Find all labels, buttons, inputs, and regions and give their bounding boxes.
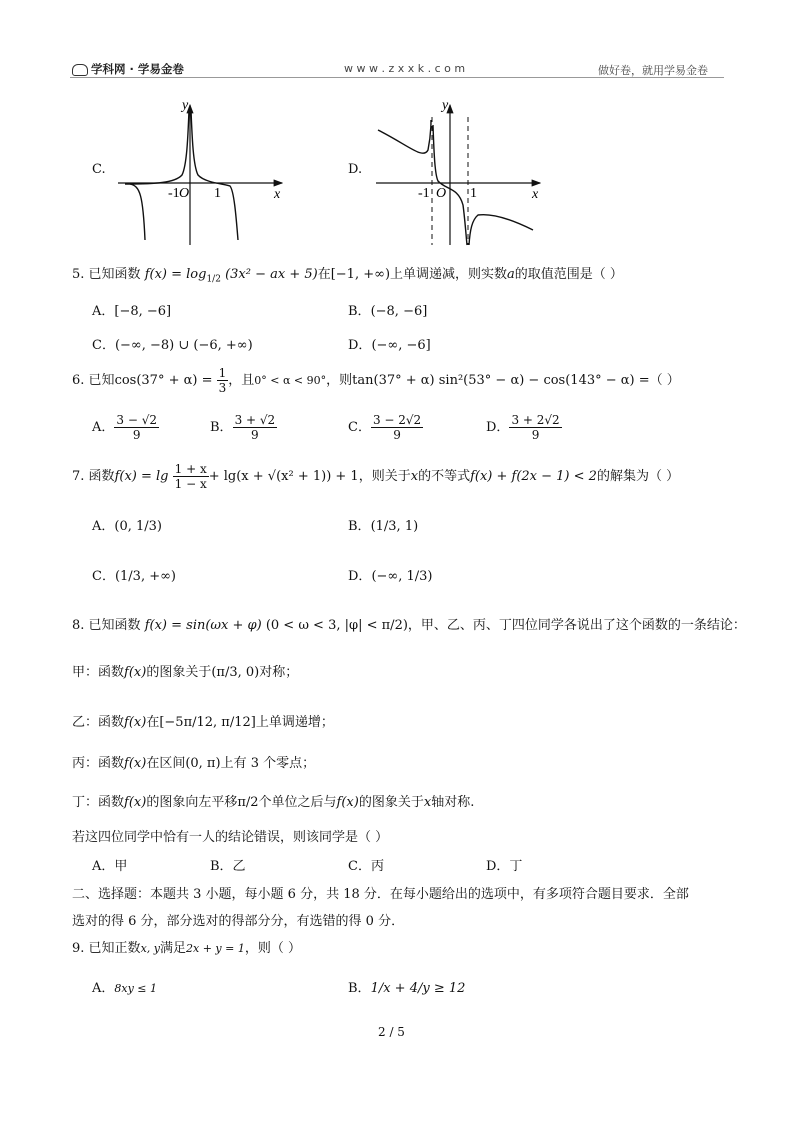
- graph-d: [368, 95, 553, 250]
- q5-mid: 在: [317, 267, 331, 282]
- q5-d-label: D．: [348, 338, 372, 353]
- q6-a-frac: [114, 413, 159, 442]
- q7-b-value: (1/3, 1): [370, 519, 419, 534]
- q6-d-num: 3 + 2√2: [511, 413, 560, 427]
- q8-bing-mid: 在区间: [146, 756, 186, 771]
- q5-option-b[interactable]: [348, 300, 427, 319]
- q8-yi-mid: 在: [146, 715, 160, 730]
- q8-jia-point: (π/3, 0): [211, 665, 260, 680]
- q7-ineq: f(x) + f(2x − 1) < 2: [470, 469, 597, 484]
- q5-b-value: (−8, −6]: [370, 304, 428, 319]
- header-logo: [72, 61, 184, 77]
- graph-d-y-label: y: [442, 98, 449, 113]
- question-5: [72, 263, 623, 285]
- q8-bing-pre: 丙：函数: [72, 756, 125, 771]
- graph-c-neg1: -1: [168, 186, 180, 201]
- q5-func: f(x) = log: [144, 267, 207, 282]
- q6-d-frac: [509, 413, 561, 442]
- q8-ding: [72, 791, 474, 810]
- q5-arg: (3x² − ax + 5): [225, 267, 318, 282]
- q5-pre: 已知函数: [88, 267, 141, 282]
- q7-option-c[interactable]: [92, 565, 176, 584]
- q6-option-b[interactable]: [210, 413, 277, 442]
- q5-interval: [−1, +∞): [330, 267, 391, 282]
- q8-jia-pre: 甲：函数: [72, 665, 125, 680]
- q8-bing-end: 上有 3 个零点；: [220, 756, 316, 771]
- graph-c-y-label: y: [182, 98, 189, 113]
- q8-ding-end: 轴对称.: [431, 795, 475, 810]
- q9-vars: x, y: [140, 942, 160, 955]
- q7-func: f(x) = lg: [114, 469, 169, 484]
- q6-fraction: [217, 366, 229, 395]
- q6-number: 6.: [72, 373, 85, 388]
- q7-pre: 函数: [88, 469, 115, 484]
- q6-c-frac: [371, 413, 423, 442]
- section-2-line-2: 选对的得 6 分，部分选对的得部分分，有选错的得 0 分．: [72, 914, 405, 929]
- q5-a-value: [−8, −6]: [114, 304, 172, 319]
- q7-d-label: D．: [348, 569, 372, 584]
- q9-pre: 已知正数: [88, 941, 141, 956]
- q8-ding-pre: 丁：函数: [72, 795, 125, 810]
- q5-base: 1/2: [206, 274, 221, 285]
- q8-bing-interval: (0, π): [185, 756, 221, 771]
- q6-end: （ ）: [649, 373, 680, 388]
- q6-d-label: D．: [486, 420, 510, 435]
- q6-a-den: 9: [132, 428, 141, 442]
- q7-frac-num: 1 + x: [174, 462, 207, 476]
- q6-b-num: 3 + √2: [234, 413, 276, 427]
- q6-option-c[interactable]: [348, 413, 423, 442]
- q8-ding-mid3: 的图象关于: [358, 795, 424, 810]
- q6-b-label: B．: [210, 420, 233, 435]
- q6-b-den: 9: [251, 428, 259, 442]
- q9-option-b[interactable]: [348, 977, 465, 996]
- graph-c-one: 1: [214, 186, 221, 201]
- q5-post: 上单调递减，则实数: [390, 267, 508, 282]
- question-9: [72, 937, 301, 956]
- q6-frac-num: 1: [218, 366, 227, 380]
- logo-text: 学科网 · 学易金卷: [91, 62, 184, 76]
- question-8: [72, 614, 746, 633]
- q7-b-label: B．: [348, 519, 371, 534]
- q6-frac-den: 3: [218, 381, 227, 395]
- q6-mid2: ，则: [326, 373, 353, 388]
- q6-a-num: 3 − √2: [116, 413, 157, 427]
- q8-yi-pre: 乙：函数: [72, 715, 125, 730]
- q8-ding-mid2: 个单位之后与: [258, 795, 337, 810]
- header-rule: [70, 77, 724, 78]
- q8-number: 8.: [72, 618, 85, 633]
- q8-ding-f2: f(x): [336, 795, 359, 810]
- graph-d-neg1: -1: [418, 186, 430, 201]
- q7-option-a[interactable]: [92, 515, 162, 534]
- q6-a-label: A．: [92, 420, 115, 435]
- q6-range: 0° < α < 90°: [254, 374, 327, 387]
- q8-option-b[interactable]: B．乙: [210, 859, 246, 874]
- q9-option-a[interactable]: [92, 977, 157, 996]
- logo-icon: [72, 64, 88, 76]
- q7-a-label: A．: [92, 519, 115, 534]
- q8-func: f(x) = sin(ωx + φ): [144, 618, 262, 633]
- q6-option-a[interactable]: [92, 413, 159, 442]
- q9-end: ，则（ ）: [244, 941, 301, 956]
- q9-a-label: A．: [92, 981, 115, 996]
- q7-a-value: (0, 1/3): [114, 519, 162, 534]
- q8-bing-f: f(x): [124, 756, 147, 771]
- q7-fraction: [173, 462, 209, 491]
- q7-c-value: (1/3, +∞): [114, 569, 177, 584]
- q5-a-label: A．: [92, 304, 115, 319]
- q8-option-a[interactable]: A．甲: [92, 859, 128, 874]
- q6-c-den: 9: [393, 428, 401, 442]
- graph-d-label: D.: [348, 162, 363, 177]
- q6-d-den: 9: [531, 428, 540, 442]
- q5-number: 5.: [72, 267, 85, 282]
- q6-c-num: 3 − 2√2: [372, 413, 422, 427]
- q8-option-d[interactable]: D．丁: [486, 859, 523, 874]
- q9-mid: 满足: [159, 941, 186, 956]
- q7-option-b[interactable]: [348, 515, 418, 534]
- q5-c-label: C．: [92, 338, 115, 353]
- q8-bing: [72, 752, 315, 771]
- q5-option-d[interactable]: [348, 334, 431, 353]
- q9-b-value: 1/x + 4/y ≥ 12: [370, 981, 466, 996]
- q7-c-label: C．: [92, 569, 115, 584]
- q7-frac-den: 1 − x: [174, 477, 207, 491]
- q6-b-frac: [233, 413, 278, 442]
- page-number: 2 / 5: [378, 1025, 405, 1039]
- header-url: w w w . z x x k . c o m: [344, 62, 466, 75]
- q6-c-label: C．: [348, 420, 371, 435]
- q9-b-label: B．: [348, 981, 371, 996]
- q8-jia-end: 对称；: [259, 665, 299, 680]
- q8-jia-mid: 的图象关于: [146, 665, 212, 680]
- q6-option-d[interactable]: [486, 413, 562, 442]
- q8-yi-f: f(x): [124, 715, 147, 730]
- q6-cond: cos(37° + α) =: [114, 373, 213, 388]
- q5-option-a[interactable]: [92, 300, 171, 319]
- q5-end: 的取值范围是（ ）: [514, 267, 623, 282]
- q7-d-value: (−∞, 1/3): [371, 569, 433, 584]
- q7-rest: + lg(x + √(x² + 1)) + 1: [208, 469, 359, 484]
- q9-cond: 2x + y = 1: [186, 942, 245, 955]
- question-7: [72, 462, 679, 491]
- q7-number: 7.: [72, 469, 85, 484]
- q7-end: 的解集为（ ）: [596, 469, 680, 484]
- q7-var: x: [410, 469, 419, 484]
- q8-yi-end: 上单调递增；: [255, 715, 334, 730]
- graph-c: [110, 95, 295, 250]
- q8-post: ，甲、乙、丙、丁四位同学各说出了这个函数的一条结论：: [407, 618, 746, 633]
- q7-option-d[interactable]: [348, 565, 433, 584]
- q5-option-c[interactable]: [92, 334, 253, 353]
- graph-c-origin: O: [179, 186, 190, 201]
- q6-pre: 已知: [88, 373, 115, 388]
- q8-yi: [72, 711, 334, 730]
- q8-jia-f: f(x): [124, 665, 147, 680]
- q5-var: a: [507, 267, 515, 282]
- q6-expr: tan(37° + α) sin²(53° − α) − cos(143° − α) =: [352, 373, 650, 388]
- q9-a-value: 8xy ≤ 1: [114, 982, 158, 995]
- q8-ding-x: x: [423, 795, 432, 810]
- header-slogan: 做好卷，就用学易金卷: [598, 64, 708, 77]
- q5-d-value: (−∞, −6]: [371, 338, 431, 353]
- q8-jia: [72, 661, 298, 680]
- q9-number: 9.: [72, 941, 85, 956]
- graph-d-one: 1: [470, 186, 477, 201]
- q8-ding-mid: 的图象向左平移: [146, 795, 238, 810]
- graph-c-label: C.: [92, 162, 106, 177]
- graph-d-x-label: x: [532, 187, 539, 202]
- q7-mid2: 的不等式: [418, 469, 471, 484]
- graph-c-x-label: x: [274, 187, 281, 202]
- q8-ding-f: f(x): [124, 795, 147, 810]
- q8-pre: 已知函数: [88, 618, 141, 633]
- question-6: [72, 366, 680, 395]
- q8-cond: (0 < ω < 3, |φ| < π/2): [265, 618, 408, 633]
- q5-b-label: B．: [348, 304, 371, 319]
- q8-ding-shift: π/2: [237, 795, 259, 810]
- q5-c-value: (−∞, −8) ∪ (−6, +∞): [114, 338, 253, 353]
- q8-yi-interval: [−5π/12, π/12]: [159, 715, 256, 730]
- section-2-line-1: 二、选择题：本题共 3 小题，每小题 6 分，共 18 分．在每小题给出的选项中，有多项符合题目要求．全部: [72, 887, 689, 902]
- q7-mid: ，则关于: [358, 469, 411, 484]
- q6-mid: ，且: [228, 373, 255, 388]
- q8-ask: 若这四位同学中恰有一人的结论错误，则该同学是（ ）: [72, 830, 389, 845]
- graph-d-origin: O: [436, 186, 447, 201]
- q8-option-c[interactable]: C．丙: [348, 859, 384, 874]
